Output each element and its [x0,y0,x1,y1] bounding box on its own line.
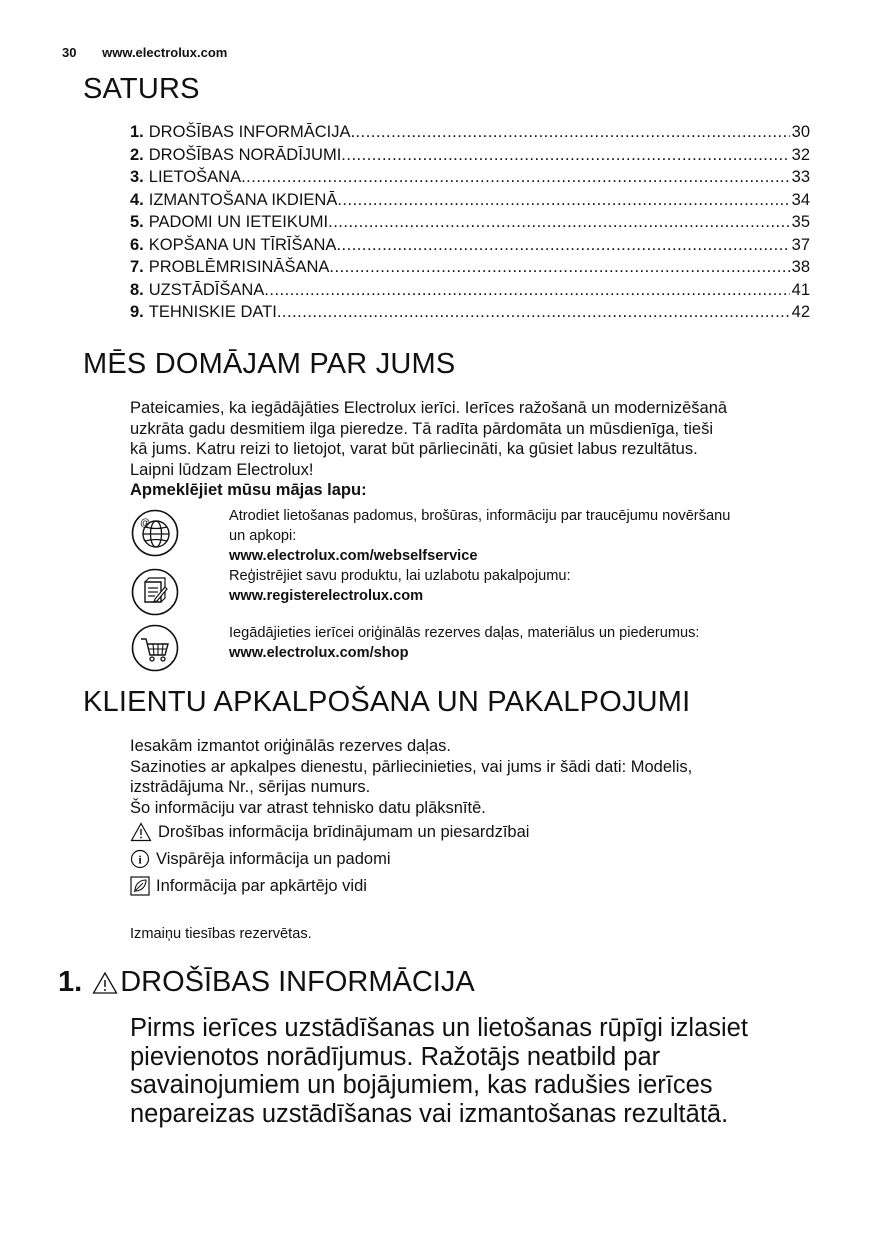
service-webselfservice: Atrodiet lietošanas padomus, brošūras, informāciju par traucējumu novēršanu un apkopi: www.electrolux.com/webselfservice [229,508,731,564]
link-webselfservice[interactable]: www.electrolux.com/webselfservice [229,548,478,564]
globe-icon [131,509,179,557]
page-number: 30 [62,45,77,60]
register-icon [131,568,179,616]
svg-text:i: i [138,852,142,867]
section-1-intro: Pirms ierīces uzstādīšanas un lietošanas rūpīgi izlasiet pievienotos norādījumus. Ražotājs neatbild par savainojumiem un bojājumiem, kas radušies ierīces nepareizas uzstādīšanas vai izmantošanas rezultātā. [130,1014,748,1128]
section-1-heading [58,966,475,999]
page-header [62,45,227,60]
warning-icon [92,971,118,995]
toc-item[interactable]: 9. TEHNISKIE DATI ..... 42 [130,303,810,326]
toc-leader [241,168,790,187]
toc-leader [329,258,789,277]
leaf-icon [130,876,150,896]
toc-title: SATURS [83,73,200,105]
customer-title: KLIENTU APKALPOŠANA UN PAKALPOJUMI [83,686,691,718]
toc-item[interactable]: 3. LIETOŠANA ..... 33 [130,168,810,191]
toc-item[interactable]: 7. PROBLĒMRISINĀŠANA ..... 38 [130,258,810,281]
svg-text:@: @ [140,518,151,529]
legend-warning: Drošības informācija brīdinājumam un piesardzībai [130,822,529,842]
table-of-contents [130,123,810,326]
rights-note: Izmaiņu tiesības rezervētas. [130,926,312,942]
toc-leader [328,213,790,232]
info-icon [130,849,150,869]
toc-leader [264,281,789,300]
warning-icon [130,822,152,842]
toc-item[interactable]: 5. PADOMI UN IETEIKUMI ..... 35 [130,213,810,236]
service-shop: Iegādājieties ierīcei oriģinālās rezerves daļas, materiālus un piederumus: www.electrolux.com/shop [229,625,700,661]
toc-item[interactable]: 4. IZMANTOŠANA IKDIENĀ ..... 34 [130,191,810,214]
link-register[interactable]: www.registerelectrolux.com [229,588,424,604]
section-title: DROŠĪBAS INFORMĀCIJA [120,966,475,998]
toc-leader [341,146,789,165]
toc-leader [350,123,789,142]
about-text: Pateicamies, ka iegādājāties Electrolux ierīci. Ierīces ražošanā un modernizēšanā uzkrāta gadu desmitiem ilga pieredze. Tā radīta pārdomāta un mūsdienīga, tieši kā jums. Katru reizi to lietojot, varat būt pārliecināti, ka gūsiet labus rezultātus. Laipni lūdzam Electrolux! Apmeklējiet mūsu mājas lapu: [130,399,728,499]
toc-leader [337,191,789,210]
visit-label: Apmeklējiet mūsu mājas lapu: [130,481,367,499]
customer-text: Iesakām izmantot oriģinālās rezerves daļas. Sazinoties ar apkalpes dienestu, pārliecinieties, vai jums ir šādi dati: Modelis, izstrādājuma Nr., sērijas numurs. Šo informāciju var atrast tehnisko datu plāksnītē. [130,737,693,817]
link-shop[interactable]: www.electrolux.com/shop [229,645,409,661]
about-title: MĒS DOMĀJAM PAR JUMS [83,348,456,380]
service-register: Reģistrējiet savu produktu, lai uzlabotu pakalpojumu: www.registerelectrolux.com [229,568,571,604]
toc-item[interactable]: 6. KOPŠANA UN TĪRĪŠANA ..... 37 [130,236,810,259]
toc-item[interactable]: 1. DROŠĪBAS INFORMĀCIJA ..... 30 [130,123,810,146]
toc-item[interactable]: 2. DROŠĪBAS NORĀDĪJUMI ..... 32 [130,146,810,169]
toc-item[interactable]: 8. UZSTĀDĪŠANA ..... 41 [130,281,810,304]
toc-leader [277,303,790,322]
header-site[interactable]: www.electrolux.com [102,45,228,60]
toc-leader [336,236,789,255]
cart-icon [131,624,179,672]
legend-environment: Informācija par apkārtējo vidi [130,876,367,896]
legend-info: i Vispārēja informācija un padomi [130,849,391,869]
section-number: 1. [58,966,83,998]
